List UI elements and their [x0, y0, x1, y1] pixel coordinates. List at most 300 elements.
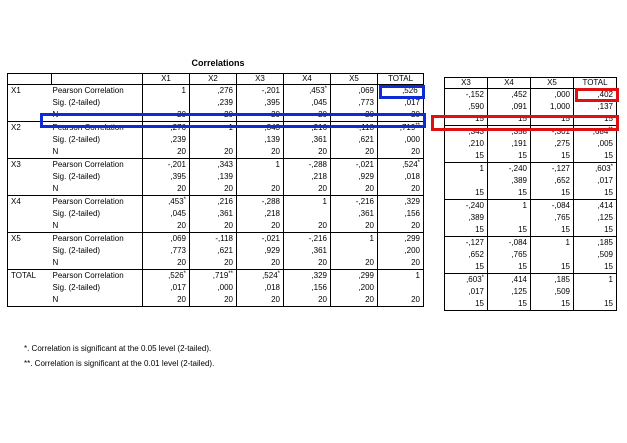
value-cell: [143, 159, 190, 172]
variable-label: [8, 282, 52, 294]
cell-value: -,118: [215, 234, 233, 243]
cell-value: ,329: [404, 197, 420, 206]
cell-value: ,361: [217, 209, 233, 218]
value-cell: [331, 257, 378, 270]
significance-mark: *: [417, 86, 420, 92]
cell-value: ,156: [311, 283, 327, 292]
cell-value: ,414: [597, 201, 613, 210]
cell-value: -,216: [355, 197, 374, 206]
statistic-label: Sig. (2-tailed): [52, 245, 143, 257]
value-cell: [574, 101, 617, 113]
cell-value: 1: [522, 201, 527, 210]
cell-value: ,139: [264, 135, 280, 144]
value-cell: [531, 224, 574, 237]
cell-value: 15: [604, 262, 613, 271]
value-cell: [190, 208, 237, 220]
value-cell: [378, 109, 424, 122]
value-cell: [445, 101, 488, 113]
value-cell: [531, 187, 574, 200]
value-cell: [284, 220, 331, 233]
value-cell: [284, 109, 331, 122]
value-cell: [331, 220, 378, 233]
value-cell: [531, 113, 574, 126]
table-row: [445, 261, 617, 274]
table-row: [8, 220, 424, 233]
cell-value: ,000: [554, 90, 570, 99]
statistic-label: Sig. (2-tailed): [52, 208, 143, 220]
cell-value: ,191: [511, 139, 527, 148]
value-cell: [378, 220, 424, 233]
value-cell: [331, 233, 378, 246]
statistic-label: Sig. (2-tailed): [52, 171, 143, 183]
cell-value: 15: [561, 225, 570, 234]
value-cell: [237, 183, 284, 196]
statistic-label: Pearson Correlation: [52, 233, 143, 246]
value-cell: [488, 298, 531, 311]
value-cell: [143, 294, 190, 307]
cell-value: ,091: [511, 102, 527, 111]
cell-value: ,765: [554, 213, 570, 222]
cell-value: -,152: [465, 90, 484, 99]
variable-label: [8, 257, 52, 270]
statistic-label: Pearson Correlation: [52, 270, 143, 283]
cell-value: 1: [479, 164, 484, 173]
cell-value: 1: [181, 86, 186, 95]
cell-value: ,719: [212, 271, 229, 280]
cell-value: ,299: [404, 234, 420, 243]
cell-value: ,185: [597, 238, 613, 247]
cell-value: ,395: [264, 98, 280, 107]
cell-value: ,389: [511, 176, 527, 185]
cell-value: 15: [561, 114, 570, 123]
cell-value: ,069: [170, 234, 186, 243]
value-cell: [445, 237, 488, 250]
cell-value: 15: [518, 225, 527, 234]
value-cell: [331, 183, 378, 196]
value-cell: [237, 257, 284, 270]
cell-value: 20: [224, 258, 233, 267]
cell-value: 20: [177, 184, 186, 193]
cell-value: ,156: [404, 209, 420, 218]
value-cell: [488, 286, 531, 298]
value-cell: [143, 97, 190, 109]
variable-label: [8, 183, 52, 196]
value-cell: [143, 196, 190, 209]
cell-value: ,603: [595, 164, 611, 173]
value-cell: [284, 183, 331, 196]
cell-value: 20: [365, 221, 374, 230]
value-cell: [574, 113, 617, 126]
cell-value: ,524: [402, 160, 418, 169]
cell-value: ,621: [358, 135, 374, 144]
cell-value: -,216: [308, 234, 327, 243]
table-row: [8, 122, 424, 135]
cell-value: -,240: [465, 201, 484, 210]
cell-value: ,621: [217, 246, 233, 255]
value-cell: [284, 146, 331, 159]
cell-value: -,021: [261, 234, 280, 243]
cell-value: 20: [411, 221, 420, 230]
cell-value: 20: [271, 295, 280, 304]
cell-value: -,201: [167, 160, 186, 169]
cell-value: 1: [565, 238, 570, 247]
value-cell: [143, 146, 190, 159]
value-cell: [378, 159, 424, 172]
value-cell: [445, 224, 488, 237]
cell-value: 15: [475, 151, 484, 160]
cell-value: ,765: [511, 250, 527, 259]
cell-value: ,299: [358, 271, 374, 280]
value-cell: [143, 220, 190, 233]
value-cell: [378, 85, 424, 98]
value-cell: [284, 97, 331, 109]
cell-value: 20: [177, 221, 186, 230]
table-row: [445, 163, 617, 176]
cell-value: ,216: [311, 123, 327, 132]
cell-value: 20: [224, 184, 233, 193]
cell-value: 1: [322, 197, 327, 206]
value-cell: [331, 122, 378, 135]
table-row: [445, 175, 617, 187]
value-cell: [190, 257, 237, 270]
value-cell: [143, 257, 190, 270]
table-row: [445, 237, 617, 250]
value-cell: [143, 85, 190, 98]
cell-value: 20: [271, 110, 280, 119]
cell-value: 15: [475, 188, 484, 197]
cell-value: 20: [177, 147, 186, 156]
value-cell: [237, 134, 284, 146]
value-cell: [190, 122, 237, 135]
cell-value: ,218: [311, 172, 327, 181]
value-cell: [574, 126, 617, 139]
value-cell: [574, 187, 617, 200]
table-row: [8, 270, 424, 283]
table-row: [8, 233, 424, 246]
cell-value: -,240: [508, 164, 527, 173]
value-cell: [531, 101, 574, 113]
value-cell: [531, 212, 574, 224]
table-row: [8, 146, 424, 159]
cell-value: 1,000: [549, 102, 570, 111]
cell-value: 15: [561, 151, 570, 160]
statistic-label: N: [52, 257, 143, 270]
value-cell: [531, 138, 574, 150]
value-cell: [237, 220, 284, 233]
cell-value: 15: [475, 225, 484, 234]
value-cell: [237, 146, 284, 159]
cell-value: 15: [475, 114, 484, 123]
table-row: [445, 298, 617, 311]
value-cell: [445, 274, 488, 287]
variable-label: [8, 97, 52, 109]
footnote-01: **. Correlation is significant at the 0.01 level (2-tailed).: [24, 359, 215, 368]
value-cell: [237, 171, 284, 183]
header-row: [8, 74, 424, 85]
value-cell: [488, 212, 531, 224]
cell-value: ,200: [404, 246, 420, 255]
statistic-label: Pearson Correlation: [52, 159, 143, 172]
value-cell: [378, 171, 424, 183]
value-cell: [331, 171, 378, 183]
value-cell: [531, 175, 574, 187]
value-cell: [378, 282, 424, 294]
value-cell: [445, 261, 488, 274]
cell-value: 20: [224, 147, 233, 156]
cell-value: 20: [224, 295, 233, 304]
table-row: [8, 159, 424, 172]
value-cell: [574, 274, 617, 287]
significance-mark: *: [417, 160, 420, 166]
value-cell: [284, 257, 331, 270]
value-cell: [531, 200, 574, 213]
cell-value: 20: [365, 147, 374, 156]
value-cell: [190, 294, 237, 307]
cell-value: 15: [604, 188, 613, 197]
cell-value: ,069: [358, 86, 374, 95]
table-row: [8, 208, 424, 220]
column-header: X3: [237, 74, 284, 85]
value-cell: [445, 138, 488, 150]
cell-value: ,684: [592, 127, 609, 136]
cell-value: ,045: [170, 209, 186, 218]
cell-value: 20: [271, 221, 280, 230]
cell-value: -,301: [551, 127, 570, 136]
value-cell: [284, 159, 331, 172]
cell-value: ,524: [262, 271, 278, 280]
column-header: X1: [143, 74, 190, 85]
variable-label: [8, 208, 52, 220]
cell-value: 20: [365, 295, 374, 304]
value-cell: [574, 237, 617, 250]
column-header: X2: [190, 74, 237, 85]
cell-value: ,185: [554, 275, 570, 284]
cell-value: ,395: [170, 172, 186, 181]
table-row: [445, 89, 617, 102]
significance-mark: *: [183, 271, 186, 277]
value-cell: [190, 159, 237, 172]
cell-value: 20: [318, 184, 327, 193]
cell-value: 20: [411, 147, 420, 156]
table-row: [8, 282, 424, 294]
table-row: [8, 85, 424, 98]
cell-value: ,005: [597, 139, 613, 148]
value-cell: [284, 282, 331, 294]
correlations-table: [7, 73, 424, 307]
cell-value: ,719: [399, 123, 416, 132]
value-cell: [190, 282, 237, 294]
value-cell: [331, 294, 378, 307]
cell-value: ,402: [597, 90, 613, 99]
column-header: X5: [331, 74, 378, 85]
value-cell: [488, 175, 531, 187]
cell-value: -,288: [308, 160, 327, 169]
value-cell: [488, 126, 531, 139]
value-cell: [284, 134, 331, 146]
significance-mark: *: [277, 271, 280, 277]
value-cell: [574, 298, 617, 311]
cell-value: ,000: [404, 135, 420, 144]
value-cell: [488, 113, 531, 126]
value-cell: [190, 146, 237, 159]
cell-value: ,603: [466, 275, 482, 284]
value-cell: [378, 257, 424, 270]
value-cell: [284, 270, 331, 283]
value-cell: [531, 150, 574, 163]
variable-label: X5: [8, 233, 52, 246]
cell-value: -,127: [465, 238, 484, 247]
cell-value: ,343: [217, 160, 233, 169]
value-cell: [378, 270, 424, 283]
value-cell: [488, 187, 531, 200]
cell-value: ,343: [468, 127, 484, 136]
cell-value: ,210: [468, 139, 484, 148]
value-cell: [488, 261, 531, 274]
value-cell: [574, 138, 617, 150]
cell-value: 20: [318, 110, 327, 119]
cell-value: ,453: [168, 197, 184, 206]
cell-value: 20: [411, 295, 420, 304]
value-cell: [190, 171, 237, 183]
value-cell: [445, 212, 488, 224]
value-cell: [378, 134, 424, 146]
value-cell: [574, 286, 617, 298]
cell-value: 1: [369, 234, 374, 243]
cell-value: ,017: [468, 287, 484, 296]
value-cell: [237, 245, 284, 257]
cell-value: ,452: [511, 90, 527, 99]
value-cell: [331, 208, 378, 220]
value-cell: [190, 183, 237, 196]
value-cell: [237, 109, 284, 122]
value-cell: [331, 146, 378, 159]
cell-value: ,361: [311, 246, 327, 255]
value-cell: [531, 286, 574, 298]
value-cell: [378, 233, 424, 246]
cell-value: 20: [177, 258, 186, 267]
statistic-label: N: [52, 220, 143, 233]
column-header: X3: [445, 78, 488, 89]
cell-value: ,000: [217, 283, 233, 292]
table-row: [445, 212, 617, 224]
cell-value: ,017: [597, 176, 613, 185]
value-cell: [237, 122, 284, 135]
value-cell: [445, 150, 488, 163]
value-cell: [237, 282, 284, 294]
value-cell: [531, 237, 574, 250]
cell-value: ,137: [597, 102, 613, 111]
value-cell: [190, 270, 237, 283]
value-cell: [331, 196, 378, 209]
value-cell: [378, 97, 424, 109]
value-cell: [378, 146, 424, 159]
value-cell: [190, 134, 237, 146]
cell-value: ,358: [511, 127, 527, 136]
value-cell: [378, 294, 424, 307]
cell-value: 20: [177, 110, 186, 119]
table-row: [8, 183, 424, 196]
value-cell: [237, 85, 284, 98]
value-cell: [531, 163, 574, 176]
value-cell: [531, 274, 574, 287]
cell-value: ,045: [311, 98, 327, 107]
cell-value: ,361: [358, 209, 374, 218]
value-cell: [488, 89, 531, 102]
column-header: X4: [284, 74, 331, 85]
cell-value: ,018: [404, 172, 420, 181]
variable-label: [8, 294, 52, 307]
cell-value: -,127: [551, 164, 570, 173]
cell-value: 20: [318, 295, 327, 304]
value-cell: [284, 245, 331, 257]
value-cell: [331, 270, 378, 283]
value-cell: [237, 208, 284, 220]
cell-value: 15: [475, 262, 484, 271]
cell-value: ,017: [404, 98, 420, 107]
value-cell: [143, 171, 190, 183]
cell-value: ,526: [402, 86, 418, 95]
value-cell: [488, 138, 531, 150]
cell-value: 20: [224, 221, 233, 230]
variable-label: X4: [8, 196, 52, 209]
statistic-label: N: [52, 109, 143, 122]
value-cell: [488, 150, 531, 163]
table-row: [445, 224, 617, 237]
cell-value: 20: [411, 258, 420, 267]
value-cell: [445, 113, 488, 126]
column-header: X5: [531, 78, 574, 89]
value-cell: [237, 196, 284, 209]
value-cell: [284, 122, 331, 135]
statistic-label: Sig. (2-tailed): [52, 282, 143, 294]
value-cell: [237, 270, 284, 283]
table-row: [445, 200, 617, 213]
value-cell: [143, 233, 190, 246]
cell-value: 15: [561, 299, 570, 308]
cell-value: ,453: [309, 86, 325, 95]
value-cell: [331, 282, 378, 294]
cell-value: 20: [318, 258, 327, 267]
value-cell: [284, 294, 331, 307]
cell-value: ,200: [358, 283, 374, 292]
cell-value: 15: [604, 299, 613, 308]
variable-label: X2: [8, 122, 52, 135]
value-cell: [190, 245, 237, 257]
cell-value: 15: [475, 299, 484, 308]
cell-value: ,276: [170, 123, 186, 132]
value-cell: [331, 159, 378, 172]
cell-value: 15: [518, 151, 527, 160]
value-cell: [378, 122, 424, 135]
cell-value: ,329: [311, 271, 327, 280]
value-cell: [531, 89, 574, 102]
value-cell: [445, 187, 488, 200]
cell-value: ,526: [168, 271, 184, 280]
value-cell: [190, 196, 237, 209]
cell-value: ,276: [217, 86, 233, 95]
significance-mark: *: [610, 164, 613, 170]
variable-label: X1: [8, 85, 52, 98]
table-title: Correlations: [191, 58, 245, 68]
value-cell: [574, 200, 617, 213]
value-cell: [445, 175, 488, 187]
footnote-05: *. Correlation is significant at the 0.05 level (2-tailed).: [24, 344, 212, 353]
header-row: [445, 78, 617, 89]
value-cell: [284, 208, 331, 220]
cell-value: 20: [318, 147, 327, 156]
table-row: [8, 134, 424, 146]
cell-value: -,021: [355, 160, 374, 169]
